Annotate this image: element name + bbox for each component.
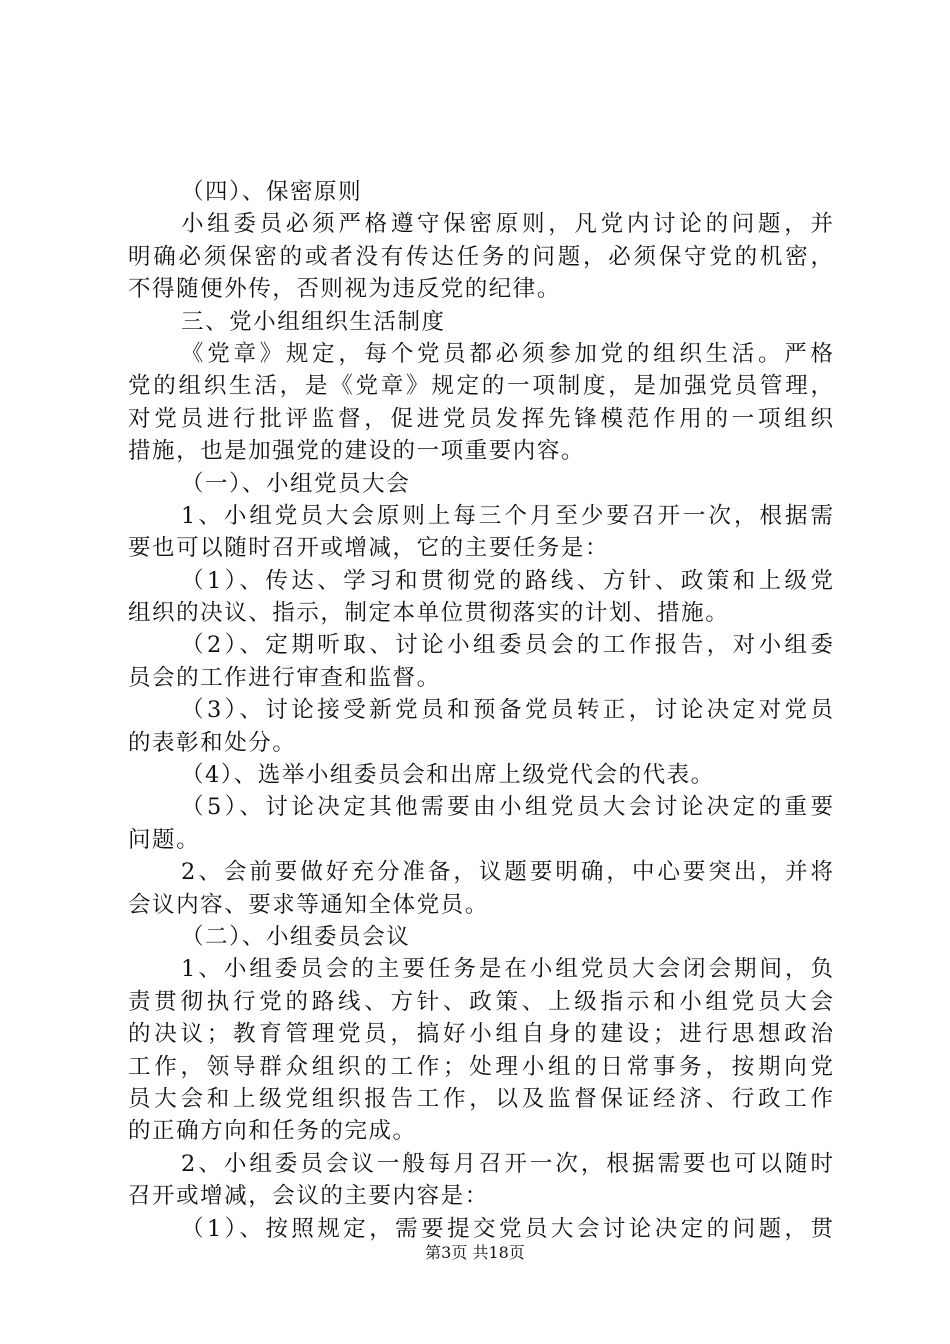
text-line: （一）、小组党员大会 — [181, 470, 411, 497]
text-line: 组织的决议、指示，制定本单位贯彻落实的计划、措施。 — [128, 600, 730, 627]
text-line: 2、小组委员会议一般每月召开一次，根据需要也可以随时 — [181, 1150, 833, 1177]
text-line: 党的组织生活，是《党章》规定的一项制度，是加强党员管理， — [128, 373, 833, 400]
text-line: （5）、讨论决定其他需要由小组党员大会讨论决定的重要 — [181, 794, 833, 821]
text-line: （二）、小组委员会议 — [181, 923, 411, 950]
text-line: 工作，领导群众组织的工作；处理小组的日常事务，按期向党 — [128, 1053, 833, 1080]
text-line: 员会的工作进行审查和监督。 — [128, 664, 441, 691]
text-line: 责贯彻执行党的路线、方针、政策、上级指示和小组党员大会 — [128, 988, 833, 1015]
text-line: 员大会和上级党组织报告工作，以及监督保证经济、行政工作 — [128, 1085, 833, 1112]
text-line: （1）、按照规定，需要提交党员大会讨论决定的问题，贯 — [181, 1215, 833, 1242]
text-line: 的正确方向和任务的完成。 — [128, 1118, 417, 1145]
text-line: （2）、定期听取、讨论小组委员会的工作报告，对小组委 — [181, 632, 833, 659]
text-line: 三、党小组组织生活制度 — [181, 308, 446, 335]
text-line: 问题。 — [128, 826, 201, 853]
text-line: 召开或增减，会议的主要内容是： — [128, 1183, 489, 1210]
text-line: （3）、讨论接受新党员和预备党员转正，讨论决定对党员 — [181, 697, 833, 724]
document-body — [128, 176, 833, 1245]
text-line: 1、小组委员会的主要任务是在小组党员大会闭会期间，负 — [181, 956, 833, 983]
text-line: 措施，也是加强党的建设的一项重要内容。 — [128, 438, 585, 465]
text-line: 1、小组党员大会原则上每三个月至少要召开一次，根据需 — [181, 502, 833, 529]
text-line: 的决议；教育管理党员，搞好小组自身的建设；进行思想政治 — [128, 1021, 833, 1048]
text-line: 2、会前要做好充分准备，议题要明确，中心要突出，并将 — [181, 859, 833, 886]
text-line: （1）、传达、学习和贯彻党的路线、方针、政策和上级党 — [181, 567, 833, 594]
text-line: 对党员进行批评监督，促进党员发挥先锋模范作用的一项组织 — [128, 405, 833, 432]
text-line: 的表彰和处分。 — [128, 729, 297, 756]
text-line: 要也可以随时召开或增减，它的主要任务是： — [128, 535, 610, 562]
text-line: 明确必须保密的或者没有传达任务的问题，必须保守党的机密， — [128, 243, 833, 270]
text-line: 会议内容、要求等通知全体党员。 — [128, 891, 489, 918]
text-line: 不得随便外传，否则视为违反党的纪律。 — [128, 276, 561, 303]
text-line: 小组委员必须严格遵守保密原则，凡党内讨论的问题，并 — [181, 211, 833, 238]
text-line: （四）、保密原则 — [181, 179, 363, 205]
text-line: （4）、选举小组委员会和出席上级党代会的代表。 — [181, 762, 715, 789]
text-line: 《党章》规定，每个党员都必须参加党的组织生活。严格 — [181, 340, 833, 367]
page-footer: 第3页 共18页 — [425, 1243, 525, 1262]
